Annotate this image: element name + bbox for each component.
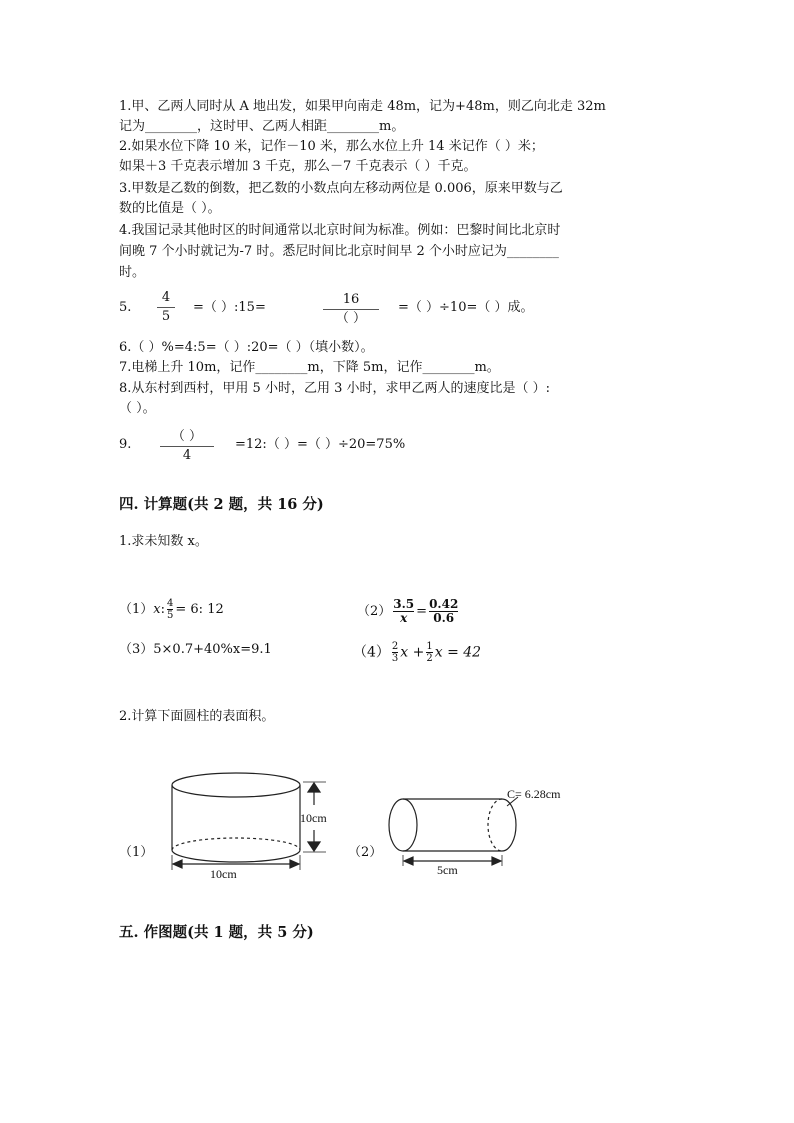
- cylinder-1-top: [172, 773, 300, 797]
- arrow-left-icon: [404, 857, 413, 865]
- arrow-down-icon: [308, 842, 320, 851]
- eq2-num2: 0.42: [429, 597, 459, 611]
- arrow-up-icon: [308, 783, 320, 792]
- eq2-den1: x: [400, 611, 408, 625]
- fig2-label: （2）: [348, 845, 383, 860]
- section5-heading: 五. 作图题(共 1 题，共 5 分): [119, 924, 314, 941]
- q2-line1: 2.如果水位下降 10 米，记作－10 米，那么水位上升 14 米记作（ ）米；: [119, 139, 544, 154]
- q8-line2: （ ）。: [119, 401, 156, 416]
- q5-frac1-den: 5: [161, 309, 171, 324]
- arrow-left-icon: [173, 860, 182, 868]
- eq4-d2: 2: [426, 653, 433, 664]
- eq4-x2: x = 42: [434, 644, 482, 661]
- cylinder-2-left-face: [389, 799, 417, 851]
- problem2-title: 2.计算下面圆柱的表面积。: [119, 709, 275, 724]
- eq4-n2: 1: [426, 641, 433, 652]
- q7: 7.电梯上升 10m，记作________m，下降 5m，记作________m。: [119, 360, 500, 375]
- cylinder-1-bottom-front: [172, 850, 300, 862]
- arrow-right-icon: [290, 860, 299, 868]
- eq2-equals: =: [416, 604, 428, 619]
- q5-frac2-num: 16: [342, 292, 360, 307]
- q9-frac-den: 4: [182, 448, 192, 463]
- cylinder-2: [389, 797, 518, 866]
- equation-3: （3）5×0.7+40%x=9.1: [119, 642, 272, 657]
- cylinder-2-right-back: [488, 799, 502, 851]
- section4-heading: 四. 计算题(共 2 题，共 16 分): [119, 496, 324, 513]
- q5-frac2-den: （ ）: [335, 311, 367, 326]
- eq1-colon: :: [160, 602, 166, 617]
- fig1-label: （1）: [119, 845, 154, 860]
- q4-line3: 时。: [119, 265, 146, 280]
- q6: 6.（ ）%=4:5=（ ）:20=（ ）（填小数）。: [119, 340, 374, 355]
- q2-line2: 如果＋3 千克表示增加 3 千克，那么－7 千克表示（ ）千克。: [119, 159, 477, 174]
- eq2-num1: 3.5: [393, 597, 415, 611]
- q5-end: =（ ）÷10=（ ）成。: [398, 300, 534, 315]
- eq1-x: x: [153, 602, 161, 617]
- problem1-title: 1.求未知数 x。: [119, 534, 208, 549]
- eq4-label: （4）: [353, 644, 390, 661]
- cylinder-1-bottom-back: [172, 838, 300, 850]
- q3-line1: 3.甲数是乙数的倒数，把乙数的小数点向左移动两位是 0.006，原来甲数与乙: [119, 181, 563, 196]
- q5-middle: =（ ）:15=: [193, 300, 266, 315]
- q9-label: 9.: [119, 437, 132, 452]
- q4-line2: 间晚 7 个小时就记为-7 时。悉尼时间比北京时间早 2 个小时应记为________: [119, 244, 559, 259]
- cylinder-2-right-front: [502, 799, 516, 851]
- eq4-d1: 3: [391, 653, 399, 664]
- eq4-n1: 2: [391, 641, 399, 652]
- eq2-den2: 0.6: [433, 611, 455, 625]
- q4-line1: 4.我国记录其他时区的时间通常以北京时间为标准。例如：巴黎时间比北京时: [119, 223, 561, 238]
- eq1-num: 4: [167, 598, 174, 609]
- eq1-rhs: = 6: 12: [175, 602, 224, 617]
- eq1-den: 5: [167, 610, 174, 621]
- eq1-label: （1）: [119, 602, 154, 617]
- fig1-height-label: 10cm: [300, 811, 327, 825]
- eq2-label: （2）: [357, 604, 392, 619]
- fig2-circumference-label: C= 6.28cm: [507, 787, 561, 801]
- q9-end: =12:（ ）=（ ）÷20=75%: [235, 437, 406, 452]
- fig2-length-label: 5cm: [437, 863, 458, 877]
- q9-frac-num: （ ）: [171, 429, 203, 444]
- q1-line1: 1.甲、乙两人同时从 A 地出发，如果甲向南走 48m，记为+48m，则乙向北走 32m: [119, 99, 606, 114]
- fig1-diameter-label: 10cm: [210, 867, 237, 881]
- q5-label: 5.: [119, 300, 132, 315]
- eq4-x1: x +: [400, 644, 425, 661]
- q8-line1: 8.从东村到西村，甲用 5 小时，乙用 3 小时，求甲乙两人的速度比是（ ）:: [119, 381, 550, 396]
- q1-line2: 记为________，这时甲、乙两人相距________m。: [119, 119, 405, 134]
- arrow-right-icon: [492, 857, 501, 865]
- q5-frac1-num: 4: [161, 290, 171, 305]
- q3-line2: 数的比值是（ ）。: [119, 201, 221, 216]
